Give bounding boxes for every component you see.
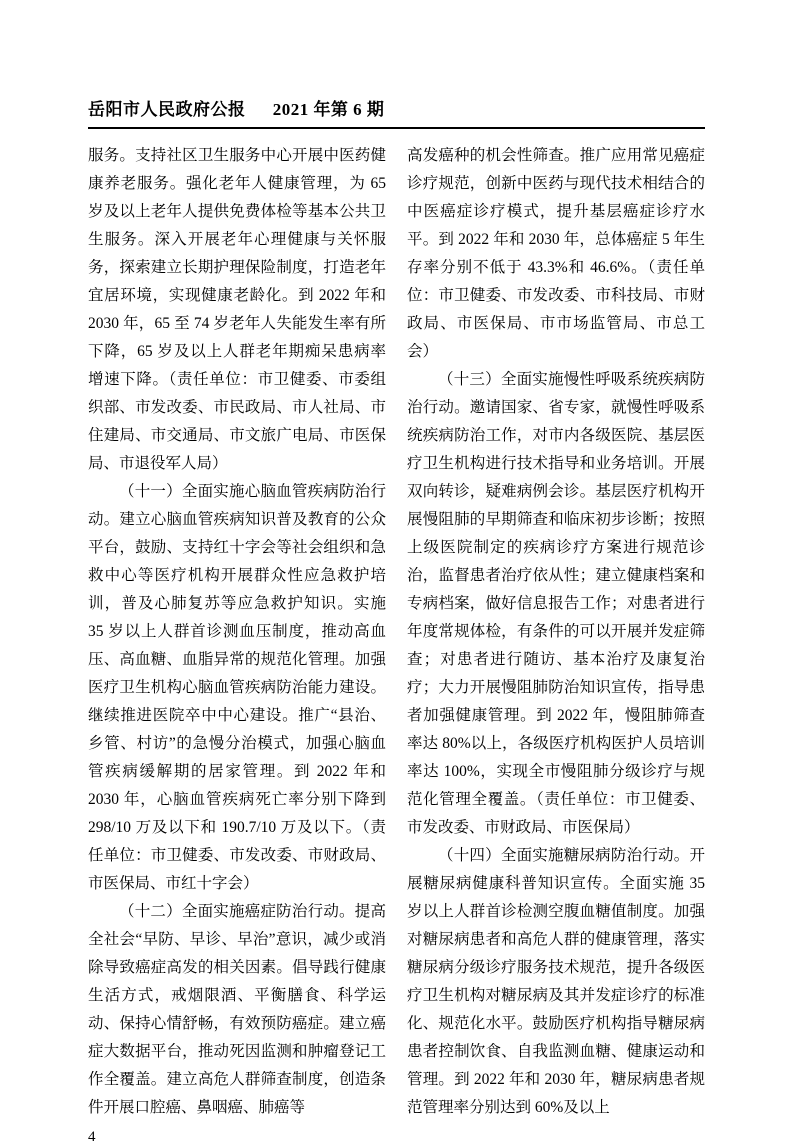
paragraph-continuation: 高发癌种的机会性筛查。推广应用常见癌症诊疗规范，创新中医药与现代技术相结合的中医癌症诊疗模式，提升基层癌症诊疗水平。到 2022 年和 2030 年，总体癌症 5 年生存率分别不低于 43.3%和 46.6%。（责任单位：市卫健委、市发改委、市科技局、市财政局、市医保局、市市场监管局、市总工会） <box>407 147 705 360</box>
gazette-title: 岳阳市人民政府公报 <box>88 100 246 119</box>
page-footer <box>88 1127 705 1147</box>
paragraph-continuation: 服务。支持社区卫生服务中心开展中医药健康养老服务。强化老年人健康管理，为 65 岁及以上老年人提供免费体检等基本公共卫生服务。深入开展老年心理健康与关怀服务，探索建立长期护理保险制度，打造老年宜居环境，实现健康老龄化。到 2022 年和 2030 年，65 至 74 岁老年人失能发生率有所下降，65 岁及以上人群老年期痴呆患病率增速下降。（责任单位：市卫健委、市委组织部、市发改委、市民政局、市人社局、市住建局、市交通局、市文旅广电局、市医保局、市退役军人局） <box>88 147 386 472</box>
gazette-issue: 2021 年第 6 期 <box>272 100 385 119</box>
page-header <box>88 95 705 129</box>
paragraph-item-12: （十二）全面实施癌症防治行动。提高全社会“早防、早诊、早治”意识，减少或消除导致癌症高发的相关因素。倡导践行健康生活方式，戒烟限酒、平衡膳食、科学运动、保持心情舒畅，有效预防癌症。建立癌症大数据平台，推动死因监测和肿瘤登记工作全覆盖。建立高危人群筛查制度，创造条件开展口腔癌、鼻咽癌、肺癌等 <box>88 903 386 1116</box>
right-column <box>407 142 705 1122</box>
left-column <box>88 142 386 1122</box>
paragraph-item-14: （十四）全面实施糖尿病防治行动。开展糖尿病健康科普知识宣传。全面实施 35 岁以上人群首诊检测空腹血糖值制度。加强对糖尿病患者和高危人群的健康管理，落实糖尿病分级诊疗服务技术规范，提升各级医疗卫生机构对糖尿病及其并发症诊疗的标准化、规范化水平。鼓励医疗机构指导糖尿病患者控制饮食、自我监测血糖、健康运动和管理。到 2022 年和 2030 年，糖尿病患者规范管理率分别达到 60%及以上 <box>407 847 705 1116</box>
page-number: 4 <box>88 1129 96 1145</box>
content-area <box>88 142 705 1122</box>
paragraph-item-11: （十一）全面实施心脑血管疾病防治行动。建立心脑血管疾病知识普及教育的公众平台，鼓励、支持红十字会等社会组织和急救中心等医疗机构开展群众性应急救护培训，普及心肺复苏等应急救护知识。实施 35 岁以上人群首诊测血压制度，推动高血压、高血糖、血脂异常的规范化管理。加强医疗卫生机构心脑血管疾病防治能力建设。继续推进医院卒中中心建设。推广“县治、乡管、村访”的急慢分治模式，加强心脑血管疾病缓解期的居家管理。到 2022 年和 2030 年，心脑血管疾病死亡率分别下降到 298/10 万及以下和 190.7/10 万及以下。（责任单位：市卫健委、市发改委、市财政局、市医保局、市红十字会） <box>88 483 386 892</box>
paragraph-item-13: （十三）全面实施慢性呼吸系统疾病防治行动。邀请国家、省专家，就慢性呼吸系统疾病防治工作，对市内各级医院、基层医疗卫生机构进行技术指导和业务培训。开展双向转诊，疑难病例会诊。基层医疗机构开展慢阻肺的早期筛查和临床初步诊断；按照上级医院制定的疾病诊疗方案进行规范诊治，监督患者治疗依从性；建立健康档案和专病档案，做好信息报告工作；对患者进行年度常规体检，有条件的可以开展并发症筛查；对患者进行随访、基本治疗及康复治疗；大力开展慢阻肺防治知识宣传，指导患者加强健康管理。到 2022 年，慢阻肺筛查率达 80%以上，各级医疗机构医护人员培训率达 100%，实现全市慢阻肺分级诊疗与规范化管理全覆盖。（责任单位：市卫健委、市发改委、市财政局、市医保局） <box>407 371 705 836</box>
